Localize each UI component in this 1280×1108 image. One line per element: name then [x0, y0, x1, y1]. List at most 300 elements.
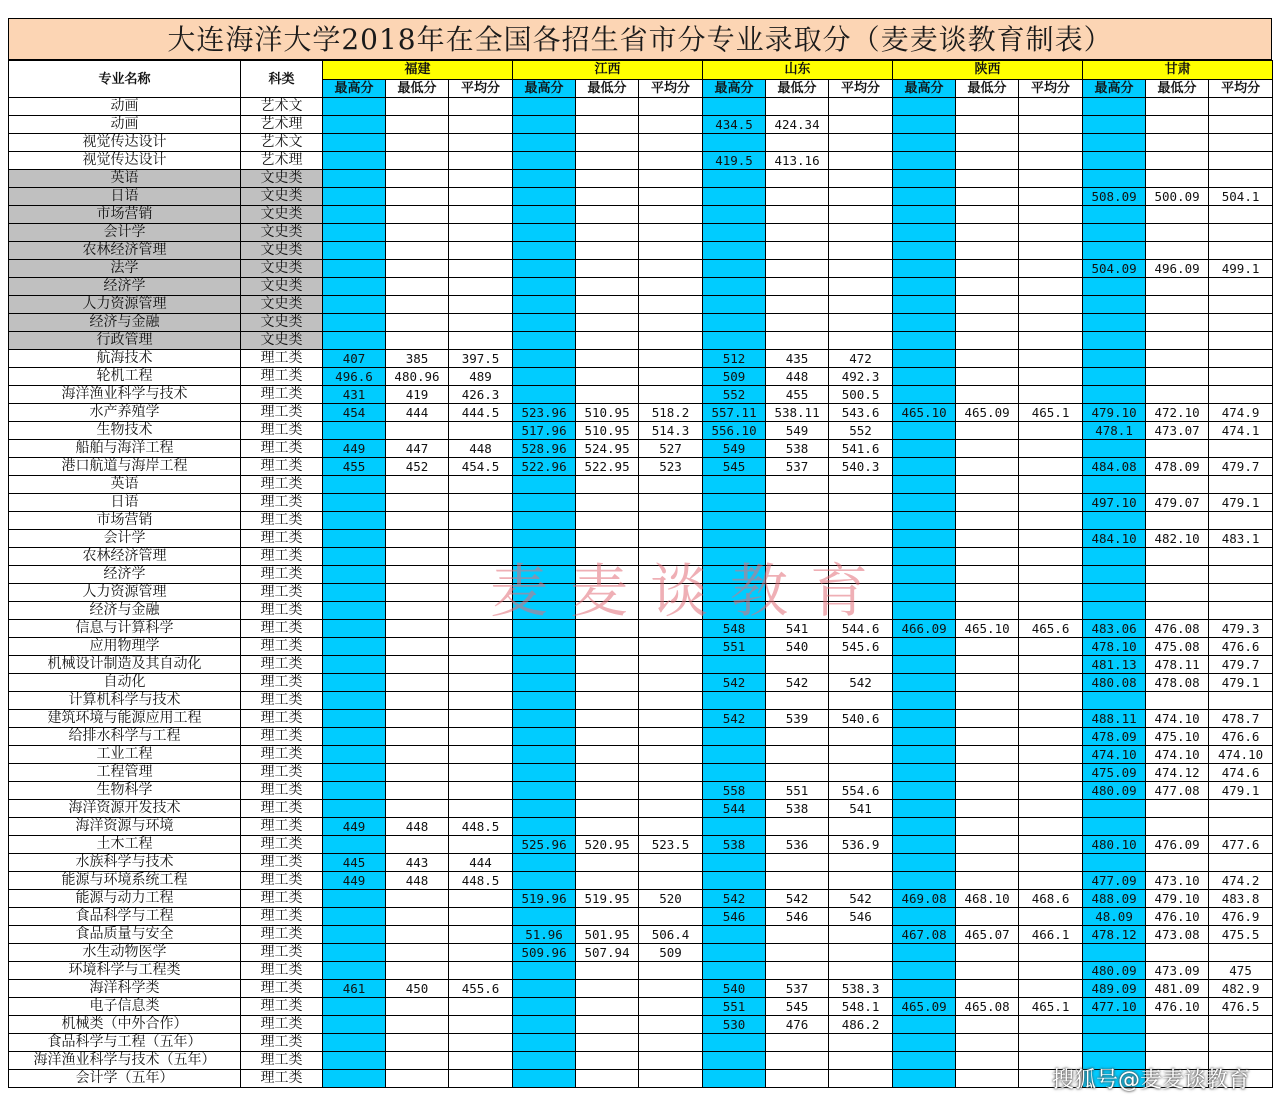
score-cell: [829, 278, 893, 296]
score-type-header: 平均分: [1209, 80, 1273, 98]
score-cell: [1019, 764, 1083, 782]
score-cell: [1209, 116, 1273, 134]
score-cell: [449, 890, 513, 908]
score-cell: [703, 962, 766, 980]
score-cell: [1019, 854, 1083, 872]
score-cell: [1019, 980, 1083, 998]
score-cell: [1146, 206, 1209, 224]
score-cell: 480.09: [1083, 782, 1146, 800]
score-cell: [513, 674, 576, 692]
table-row: [9, 656, 1273, 674]
score-cell: 540: [703, 980, 766, 998]
score-cell: [893, 458, 956, 476]
score-cell: [766, 296, 829, 314]
score-cell: [449, 998, 513, 1016]
score-cell: [576, 476, 639, 494]
score-cell: [513, 656, 576, 674]
score-cell: [386, 548, 449, 566]
score-cell: [1019, 692, 1083, 710]
score-cell: [766, 242, 829, 260]
category-cell: 文史类: [241, 314, 323, 332]
score-cell: [323, 1034, 386, 1052]
score-cell: [956, 710, 1019, 728]
score-cell: [449, 476, 513, 494]
table-row: [9, 584, 1273, 602]
score-cell: [893, 872, 956, 890]
major-name-cell: 航海技术: [9, 350, 241, 368]
score-cell: [576, 710, 639, 728]
table-row: [9, 926, 1273, 944]
score-cell: 540.3: [829, 458, 893, 476]
score-cell: [956, 170, 1019, 188]
footer-credit: 搜狐号@麦麦谈教育: [1051, 1068, 1250, 1093]
score-cell: [829, 746, 893, 764]
score-cell: [893, 224, 956, 242]
table-row: [9, 404, 1273, 422]
score-cell: 480.08: [1083, 674, 1146, 692]
score-cell: 509: [639, 944, 703, 962]
score-cell: [513, 548, 576, 566]
score-cell: 448: [766, 368, 829, 386]
score-cell: [449, 548, 513, 566]
score-cell: 542: [703, 710, 766, 728]
score-cell: [893, 296, 956, 314]
score-cell: 475: [1209, 962, 1273, 980]
major-name-cell: 港口航道与海岸工程: [9, 458, 241, 476]
score-type-header: 平均分: [639, 80, 703, 98]
score-cell: [1146, 818, 1209, 836]
score-cell: [576, 962, 639, 980]
score-cell: [766, 746, 829, 764]
score-cell: [829, 530, 893, 548]
major-name-cell: 经济学: [9, 278, 241, 296]
table-row: [9, 962, 1273, 980]
score-cell: [386, 224, 449, 242]
score-cell: 472: [829, 350, 893, 368]
category-cell: 理工类: [241, 890, 323, 908]
score-cell: [449, 962, 513, 980]
score-cell: 489.09: [1083, 980, 1146, 998]
score-cell: [956, 602, 1019, 620]
score-cell: [893, 728, 956, 746]
major-name-cell: 给排水科学与工程: [9, 728, 241, 746]
score-cell: [1019, 494, 1083, 512]
score-cell: [893, 692, 956, 710]
score-cell: 475.10: [1146, 728, 1209, 746]
score-cell: [893, 476, 956, 494]
score-cell: [513, 782, 576, 800]
score-cell: 519.96: [513, 890, 576, 908]
score-cell: [1019, 350, 1083, 368]
table-row: [9, 476, 1273, 494]
score-cell: [1083, 584, 1146, 602]
category-cell: 理工类: [241, 440, 323, 458]
score-cell: [1209, 368, 1273, 386]
score-cell: [1209, 548, 1273, 566]
score-cell: 510.95: [576, 404, 639, 422]
score-type-header: 最高分: [893, 80, 956, 98]
score-cell: [513, 602, 576, 620]
score-cell: 481.09: [1146, 980, 1209, 998]
score-cell: [1209, 296, 1273, 314]
score-cell: [576, 602, 639, 620]
score-cell: [829, 296, 893, 314]
major-name-cell: 生物科学: [9, 782, 241, 800]
score-cell: [449, 422, 513, 440]
score-cell: 479.10: [1146, 890, 1209, 908]
score-cell: [449, 602, 513, 620]
score-cell: [576, 782, 639, 800]
score-cell: [766, 818, 829, 836]
score-cell: 477.10: [1083, 998, 1146, 1016]
category-cell: 文史类: [241, 278, 323, 296]
score-cell: [386, 926, 449, 944]
score-cell: 468.6: [1019, 890, 1083, 908]
score-cell: 424.34: [766, 116, 829, 134]
score-cell: 473.10: [1146, 872, 1209, 890]
score-cell: [956, 1052, 1019, 1070]
score-cell: 473.09: [1146, 962, 1209, 980]
score-cell: [829, 764, 893, 782]
score-cell: [1083, 476, 1146, 494]
table-row: [9, 602, 1273, 620]
score-cell: [893, 206, 956, 224]
score-cell: [893, 854, 956, 872]
score-cell: [1146, 944, 1209, 962]
major-name-cell: 英语: [9, 170, 241, 188]
score-cell: [703, 332, 766, 350]
category-cell: 理工类: [241, 962, 323, 980]
score-cell: [1019, 134, 1083, 152]
score-cell: 465.09: [893, 998, 956, 1016]
score-cell: [386, 566, 449, 584]
score-cell: [956, 1034, 1019, 1052]
score-cell: [956, 818, 1019, 836]
score-cell: [829, 656, 893, 674]
score-cell: [323, 332, 386, 350]
category-cell: 理工类: [241, 404, 323, 422]
category-cell: 理工类: [241, 566, 323, 584]
score-cell: [513, 998, 576, 1016]
score-cell: [323, 278, 386, 296]
score-cell: [829, 224, 893, 242]
score-cell: [1146, 854, 1209, 872]
header-row-provinces: [9, 61, 1273, 80]
score-cell: [386, 746, 449, 764]
score-cell: [893, 764, 956, 782]
major-name-cell: 海洋渔业科学与技术: [9, 386, 241, 404]
category-cell: 理工类: [241, 386, 323, 404]
score-cell: [1146, 584, 1209, 602]
category-cell: 理工类: [241, 584, 323, 602]
score-cell: 527: [639, 440, 703, 458]
score-cell: 501.95: [576, 926, 639, 944]
score-cell: [639, 656, 703, 674]
score-cell: [576, 854, 639, 872]
score-cell: [766, 476, 829, 494]
score-cell: 552: [829, 422, 893, 440]
score-cell: [513, 296, 576, 314]
score-cell: [449, 296, 513, 314]
score-cell: [513, 620, 576, 638]
score-cell: [956, 692, 1019, 710]
score-cell: 480.10: [1083, 836, 1146, 854]
score-cell: [513, 1052, 576, 1070]
score-cell: [449, 116, 513, 134]
score-cell: 519.95: [576, 890, 639, 908]
score-cell: [1146, 224, 1209, 242]
score-cell: [576, 638, 639, 656]
score-cell: 474.10: [1209, 746, 1273, 764]
score-cell: [829, 818, 893, 836]
score-cell: [703, 1070, 766, 1088]
score-cell: [386, 476, 449, 494]
score-cell: [893, 818, 956, 836]
score-cell: 520.95: [576, 836, 639, 854]
score-cell: [576, 764, 639, 782]
score-cell: 542: [829, 890, 893, 908]
score-cell: 475.09: [1083, 764, 1146, 782]
score-cell: 48.09: [1083, 908, 1146, 926]
score-cell: [449, 746, 513, 764]
score-cell: [639, 350, 703, 368]
score-cell: [956, 134, 1019, 152]
score-cell: [893, 170, 956, 188]
table-row: [9, 332, 1273, 350]
score-cell: [449, 674, 513, 692]
score-cell: [1019, 458, 1083, 476]
score-cell: [386, 836, 449, 854]
score-cell: [829, 944, 893, 962]
score-cell: 542: [703, 674, 766, 692]
score-cell: [1019, 206, 1083, 224]
score-cell: [576, 188, 639, 206]
score-cell: [893, 602, 956, 620]
table-row: [9, 440, 1273, 458]
table-row: [9, 638, 1273, 656]
score-cell: [766, 1034, 829, 1052]
score-cell: [1146, 296, 1209, 314]
score-cell: [1209, 170, 1273, 188]
score-cell: 476.09: [1146, 836, 1209, 854]
score-cell: 479.10: [1083, 404, 1146, 422]
score-cell: [703, 296, 766, 314]
category-cell: 理工类: [241, 1052, 323, 1070]
score-cell: 484.10: [1083, 530, 1146, 548]
score-cell: 530: [703, 1016, 766, 1034]
score-cell: 504.09: [1083, 260, 1146, 278]
score-cell: [829, 1070, 893, 1088]
score-cell: [513, 368, 576, 386]
table-row: [9, 692, 1273, 710]
score-cell: [829, 116, 893, 134]
score-cell: [639, 620, 703, 638]
score-cell: 523.5: [639, 836, 703, 854]
score-cell: [829, 332, 893, 350]
major-name-cell: 生物技术: [9, 422, 241, 440]
score-cell: [1146, 134, 1209, 152]
score-cell: [1146, 440, 1209, 458]
score-cell: 476: [766, 1016, 829, 1034]
score-cell: [1019, 800, 1083, 818]
table-row: [9, 494, 1273, 512]
score-cell: [956, 1016, 1019, 1034]
score-cell: [513, 980, 576, 998]
score-cell: [449, 728, 513, 746]
score-cell: [449, 800, 513, 818]
score-cell: [1019, 584, 1083, 602]
score-type-header: 最低分: [956, 80, 1019, 98]
score-cell: 476.6: [1209, 728, 1273, 746]
score-cell: [513, 638, 576, 656]
score-cell: [323, 188, 386, 206]
score-cell: [703, 602, 766, 620]
score-cell: [449, 1016, 513, 1034]
score-cell: [513, 188, 576, 206]
score-cell: 397.5: [449, 350, 513, 368]
score-cell: [639, 782, 703, 800]
score-cell: [449, 242, 513, 260]
major-name-cell: 轮机工程: [9, 368, 241, 386]
score-cell: [1019, 530, 1083, 548]
score-cell: [323, 764, 386, 782]
score-cell: [323, 98, 386, 116]
score-cell: [639, 746, 703, 764]
score-cell: [639, 476, 703, 494]
score-cell: 448: [449, 440, 513, 458]
score-cell: [1146, 170, 1209, 188]
score-cell: [639, 872, 703, 890]
score-cell: 476.10: [1146, 908, 1209, 926]
score-cell: [829, 512, 893, 530]
score-cell: [1083, 692, 1146, 710]
score-cell: [386, 962, 449, 980]
score-cell: [829, 134, 893, 152]
category-cell: 理工类: [241, 836, 323, 854]
score-cell: [1083, 152, 1146, 170]
table-row: [9, 836, 1273, 854]
category-cell: 艺术文: [241, 134, 323, 152]
score-cell: [386, 800, 449, 818]
score-cell: 524.95: [576, 440, 639, 458]
score-cell: [639, 962, 703, 980]
score-cell: [323, 1070, 386, 1088]
table-row: [9, 782, 1273, 800]
score-cell: [703, 818, 766, 836]
score-cell: [639, 152, 703, 170]
score-cell: [893, 944, 956, 962]
score-cell: 549: [703, 440, 766, 458]
score-cell: [576, 980, 639, 998]
score-cell: [513, 962, 576, 980]
score-cell: [1209, 314, 1273, 332]
score-cell: [513, 512, 576, 530]
score-cell: [1019, 1016, 1083, 1034]
major-name-cell: 环境科学与工程类: [9, 962, 241, 980]
table-row: [9, 116, 1273, 134]
score-cell: [1019, 566, 1083, 584]
score-cell: [1083, 116, 1146, 134]
score-cell: [829, 1034, 893, 1052]
score-cell: [703, 278, 766, 296]
category-cell: 理工类: [241, 512, 323, 530]
major-name-cell: 日语: [9, 494, 241, 512]
category-cell: 理工类: [241, 728, 323, 746]
score-cell: [449, 512, 513, 530]
score-cell: 544: [703, 800, 766, 818]
major-name-cell: 日语: [9, 188, 241, 206]
score-cell: [449, 764, 513, 782]
score-cell: [323, 692, 386, 710]
score-cell: [1019, 422, 1083, 440]
score-cell: 542: [829, 674, 893, 692]
major-name-cell: 农林经济管理: [9, 548, 241, 566]
score-cell: 474.2: [1209, 872, 1273, 890]
score-cell: [449, 926, 513, 944]
score-cell: 525.96: [513, 836, 576, 854]
score-cell: 444.5: [449, 404, 513, 422]
score-cell: [323, 152, 386, 170]
category-cell: 文史类: [241, 332, 323, 350]
score-cell: [956, 494, 1019, 512]
score-cell: [956, 152, 1019, 170]
score-cell: [1019, 242, 1083, 260]
score-cell: [956, 962, 1019, 980]
score-cell: [449, 278, 513, 296]
score-cell: 480.96: [386, 368, 449, 386]
score-cell: [323, 710, 386, 728]
score-cell: [956, 908, 1019, 926]
score-cell: [1083, 224, 1146, 242]
table-header: [9, 61, 1273, 98]
score-cell: [639, 368, 703, 386]
major-name-cell: 土木工程: [9, 836, 241, 854]
score-cell: 465.10: [893, 404, 956, 422]
score-cell: [576, 368, 639, 386]
score-table: [8, 60, 1273, 1088]
score-cell: [513, 530, 576, 548]
score-cell: [449, 152, 513, 170]
score-cell: [829, 692, 893, 710]
score-cell: [386, 98, 449, 116]
score-cell: [956, 350, 1019, 368]
score-cell: [323, 944, 386, 962]
score-cell: [1019, 782, 1083, 800]
major-name-cell: 动画: [9, 116, 241, 134]
score-cell: [576, 692, 639, 710]
score-cell: [449, 224, 513, 242]
score-cell: 476.08: [1146, 620, 1209, 638]
category-cell: 理工类: [241, 638, 323, 656]
score-cell: [449, 584, 513, 602]
score-cell: [703, 512, 766, 530]
score-cell: [449, 170, 513, 188]
score-cell: 539: [766, 710, 829, 728]
score-cell: 434.5: [703, 116, 766, 134]
score-cell: [1083, 278, 1146, 296]
score-cell: [449, 692, 513, 710]
major-name-cell: 人力资源管理: [9, 296, 241, 314]
score-cell: [576, 1052, 639, 1070]
score-cell: [576, 152, 639, 170]
table-row: [9, 998, 1273, 1016]
table-row: [9, 512, 1273, 530]
category-cell: 理工类: [241, 494, 323, 512]
score-cell: [449, 332, 513, 350]
table-row: [9, 710, 1273, 728]
score-cell: [576, 314, 639, 332]
score-cell: [639, 1052, 703, 1070]
